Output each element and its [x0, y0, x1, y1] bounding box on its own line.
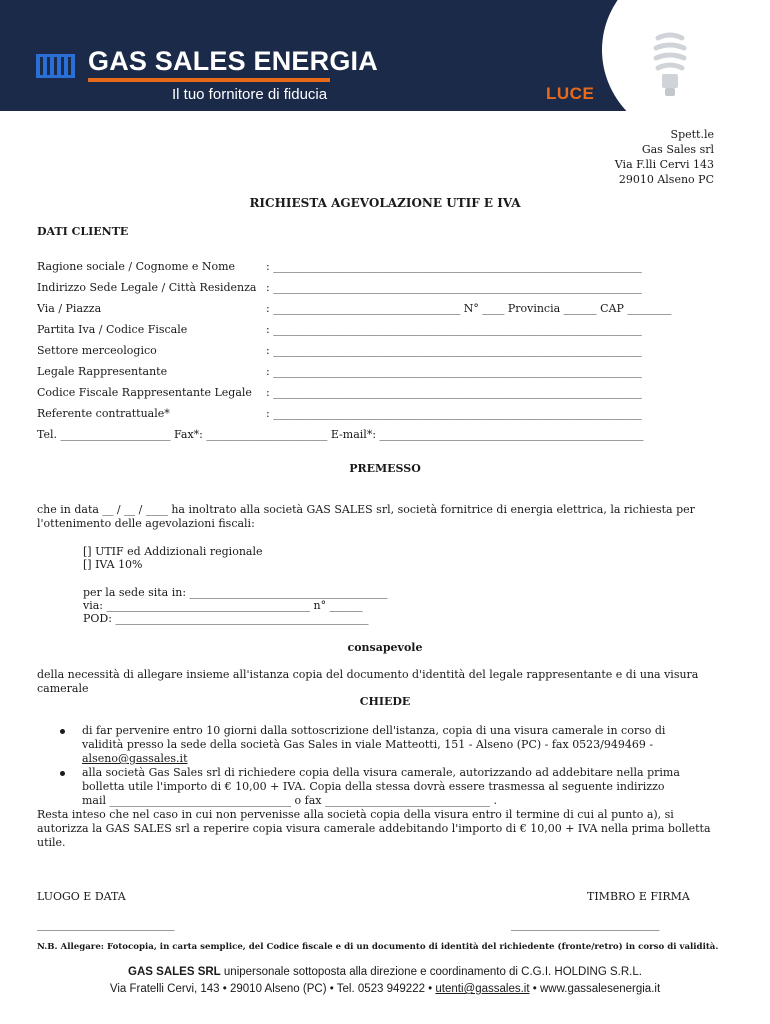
light-bulb-icon — [650, 30, 690, 102]
field-value[interactable]: : ___________________________________________________________________ — [266, 260, 642, 273]
field-value[interactable]: : ___________________________________________________________________ — [266, 365, 642, 378]
field-legale-rappresentante[interactable] — [37, 365, 709, 381]
address-line: Spett.le — [670, 128, 714, 141]
luogo-data-label: LUOGO E DATA — [37, 890, 126, 903]
field-label: Ragione sociale / Cognome e Nome — [37, 260, 236, 273]
pod-line[interactable]: POD: ______________________________________________ — [83, 612, 369, 625]
field-value[interactable]: : ___________________________________________________________________ — [266, 281, 642, 294]
premesso-text: che in data __ / __ / ____ ha inoltrato alla società GAS SALES srl, società fornitrice di energia elettrica, la richiesta per l'ottenimento delle agevolazioni fiscali: — [37, 503, 695, 530]
field-referente[interactable] — [37, 407, 709, 423]
address-line: Via F.lli Cervi 143 — [614, 158, 714, 171]
dati-cliente-heading: DATI CLIENTE — [37, 225, 129, 238]
footer-company-line — [0, 966, 770, 978]
footer-contact-line — [0, 983, 770, 995]
field-label: Codice Fiscale Rappresentante Legale — [37, 386, 252, 399]
chiede-heading: CHIEDE — [359, 695, 411, 708]
resta-inteso-text: Resta inteso che nel caso in cui non pervenisse alla società copia della visura entro il termine di cui al punto a), si autorizza la GAS SALES srl a reperire copia visura camerale addebitando l'importo di € 10,00 + IVA nella prima bolletta utile. — [37, 808, 711, 849]
bullet-text: alla società Gas Sales srl di richiedere copia della visura camerale, autorizzando ad addebitare nella prima bolletta utile l'importo di € 10,00 + IVA. Copia della stessa dovrà essere trasmessa al seguente indirizzo — [82, 766, 680, 793]
brand-tagline: Il tuo fornitore di fiducia — [172, 86, 328, 103]
email-link[interactable]: alseno@gassales.it — [82, 752, 188, 765]
luogo-data-line[interactable]: _________________________ — [37, 918, 175, 931]
gas-sales-logo-icon — [36, 52, 80, 80]
field-via-piazza[interactable] — [37, 302, 709, 318]
sede-line[interactable]: per la sede sita in: ____________________________________ — [83, 586, 388, 599]
field-ragione-sociale[interactable] — [37, 260, 709, 276]
bullet-icon — [60, 771, 65, 776]
footer-address: Via Fratelli Cervi, 143 • 29010 Alseno (PC) • Tel. 0523 949222 • — [109, 983, 436, 995]
field-codice-fiscale-rappresentante[interactable] — [37, 386, 709, 402]
field-label: Legale Rappresentante — [37, 365, 168, 378]
field-value[interactable]: : __________________________________ N° ____ Provincia ______ CAP ________ — [266, 302, 672, 315]
address-line: 29010 Alseno PC — [618, 173, 714, 186]
field-value[interactable]: : ___________________________________________________________________ — [266, 407, 642, 420]
field-settore[interactable] — [37, 344, 709, 360]
consapevole-text: della necessità di allegare insieme all'istanza copia del documento d'identità del legale rappresentante e di una visura camerale — [37, 668, 699, 695]
footer-company-name: GAS SALES SRL — [128, 966, 221, 978]
footer-company-desc: unipersonale sottoposta alla direzione e coordinamento di C.G.I. HOLDING S.R.L. — [220, 966, 642, 978]
document-title: RICHIESTA AGEVOLAZIONE UTIF E IVA — [249, 196, 521, 210]
product-label-luce: LUCE — [546, 84, 595, 103]
field-label: Partita Iva / Codice Fiscale — [37, 323, 188, 336]
field-label: Indirizzo Sede Legale / Città Residenza — [37, 281, 257, 294]
footer-email-link[interactable]: utenti@gassales.it — [435, 983, 530, 995]
timbro-firma-line[interactable]: ___________________________ — [511, 918, 660, 931]
address-line: Gas Sales srl — [641, 143, 714, 156]
option-iva-checkbox[interactable]: [] IVA 10% — [83, 558, 143, 571]
nb-note: N.B. Allegare: Fotocopia, in carta semplice, del Codice fiscale e di un documento di identità del richiedente (fronte/retro) in corso di validità. — [37, 942, 719, 952]
brand-name: GAS SALES ENERGIA — [88, 46, 378, 76]
option-utif-checkbox[interactable]: [] UTIF ed Addizionali regionale — [83, 545, 263, 558]
field-label: Via / Piazza — [37, 302, 102, 315]
brand-underline — [88, 78, 330, 82]
bullet-icon — [60, 729, 65, 734]
mail-fax-line[interactable]: mail _________________________________ o fax ______________________________ . — [82, 794, 497, 807]
list-item — [60, 766, 710, 808]
bullet-text: di far pervenire entro 10 giorni dalla sottoscrizione dell'istanza, copia di una visura camerale in corso di validità presso la sede della società Gas Sales in viale Matteotti, 151 - Alseno (PC) - fax 0523/949469 - — [82, 724, 666, 751]
timbro-firma-label: TIMBRO E FIRMA — [587, 890, 690, 903]
list-item — [60, 724, 710, 766]
field-value[interactable]: : ___________________________________________________________________ — [266, 323, 642, 336]
field-partita-iva[interactable] — [37, 323, 709, 339]
field-value[interactable]: : ___________________________________________________________________ — [266, 344, 642, 357]
consapevole-heading: consapevole — [347, 641, 423, 654]
field-label: Settore merceologico — [37, 344, 157, 357]
premesso-heading: PREMESSO — [349, 462, 421, 475]
field-indirizzo-sede[interactable] — [37, 281, 709, 297]
chiede-list — [60, 724, 710, 808]
recipient-address — [615, 127, 714, 187]
field-label: Referente contrattuale* — [37, 407, 170, 420]
footer-website[interactable]: • www.gassalesenergia.it — [529, 983, 661, 995]
header-banner — [0, 0, 770, 111]
field-value[interactable]: : ___________________________________________________________________ — [266, 386, 642, 399]
via-line[interactable]: via: _____________________________________ n° ______ — [83, 599, 363, 612]
contacts-line[interactable]: Tel. ____________________ Fax*: ______________________ E-mail*: ________________________________________________ — [37, 428, 644, 441]
